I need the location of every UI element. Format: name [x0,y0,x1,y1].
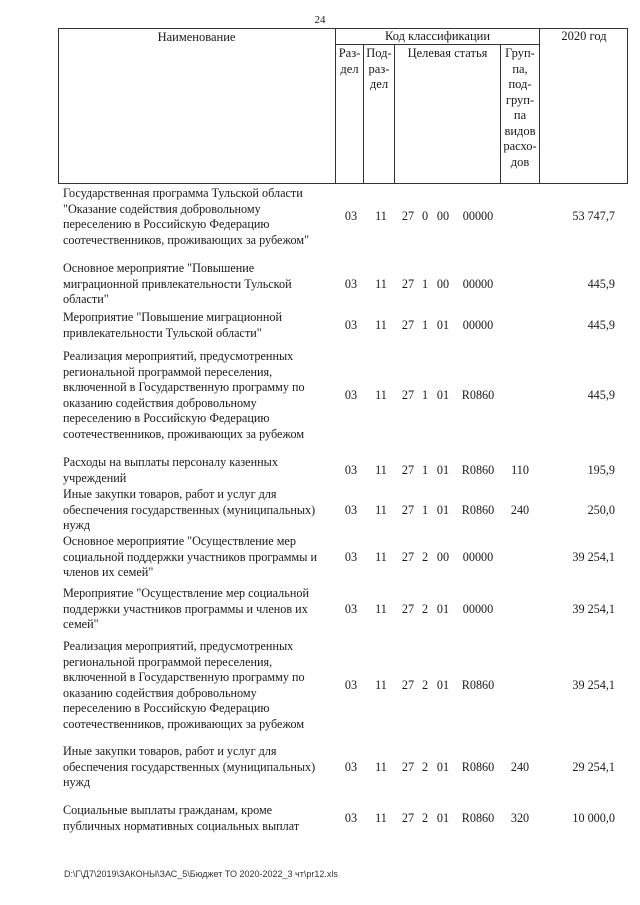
row-target-event: 01 [436,462,450,477]
row-name: Мероприятие "Осуществление мер социальной поддержки участников программы и членов их семей" [63,586,309,632]
row-name: Основное мероприятие "Повышение миграционной привлекательности Тульской области" [63,261,292,307]
table-row [0,534,640,581]
row-target-program: 27 [401,276,415,291]
header-target: Целевая статья [407,46,488,60]
row-target-event: 00 [436,209,450,224]
row-sum: 250,0 [587,502,615,517]
row-expense-type: 240 [510,502,530,517]
row-target-subprogram: 2 [421,601,429,616]
row-podrazdel: 11 [375,549,387,564]
row-podrazdel: 11 [375,209,387,224]
row-name: Социальные выплаты гражданам, кроме публичных нормативных социальных выплат [63,803,300,833]
row-target-direction: R0860 [461,462,495,477]
row-name: Реализация мероприятий, предусмотренных региональной программой переселения, включенной в Государственную программу по оказанию содействия добровольному переселению в Российскую Федерацию соотечественников, проживающих за рубежом [63,639,305,731]
table-row [0,487,640,534]
row-target-direction: R0860 [461,388,495,402]
row-target-program: 27 [401,678,415,692]
row-name: Мероприятие "Повышение миграционной привлекательности Тульской области" [63,310,282,340]
header-podrazdel: Под- раз- дел [366,46,392,91]
table-row [0,310,640,341]
header-name: Наименование [157,30,236,44]
file-path-footer: D:\Г\Д7\2019\ЗАКОНЫ\ЗАС_5\Бюджет ТО 2020-2022_3 чт\pr12.xls [64,869,338,879]
table-row [0,186,640,248]
row-podrazdel: 11 [375,317,387,332]
row-target-program: 27 [401,388,415,402]
row-expense-type: 110 [511,462,529,477]
row-target-event: 01 [436,388,450,402]
row-sum: 29 254,1 [572,759,615,774]
row-podrazdel: 11 [375,388,387,402]
row-target-program: 27 [401,549,415,564]
row-target-program: 27 [401,462,415,477]
row-target-subprogram: 1 [421,388,429,402]
header-razdel: Раз- дел [338,46,361,76]
row-name: Государственная программа Тульской области "Оказание содействия добровольному переселению в Российскую Федерацию соотечественников, проживающих за рубежом" [63,186,310,247]
row-name: Основное мероприятие "Осуществление мер социальной поддержки участников программы и членов их семей" [63,534,317,580]
row-podrazdel: 11 [375,759,387,774]
row-razdel: 03 [344,549,358,564]
row-podrazdel: 11 [375,601,387,616]
row-name: Реализация мероприятий, предусмотренных региональной программой переселения, включенной в Государственную программу по оказанию содействия добровольному переселению в Российскую Федерацию соотечественников, проживающих за рубежом [63,349,305,441]
row-target-program: 27 [401,810,415,825]
row-target-subprogram: 0 [421,209,429,224]
row-podrazdel: 11 [375,502,387,517]
row-target-program: 27 [401,502,415,517]
row-sum: 39 254,1 [572,601,615,616]
row-name: Иные закупки товаров, работ и услуг для обеспечения государственных (муниципальных) нужд [63,487,316,533]
row-target-event: 01 [436,678,450,692]
row-target-event: 01 [436,502,450,517]
row-name: Расходы на выплаты персоналу казенных учреждений [63,455,278,485]
table-header [58,28,628,184]
row-target-event: 00 [436,549,450,564]
row-target-event: 00 [436,276,450,291]
row-sum: 39 254,1 [572,549,615,564]
row-razdel: 03 [344,810,358,825]
row-expense-type: 240 [510,759,530,774]
row-sum: 445,9 [587,276,615,291]
row-target-direction: 00000 [462,317,494,332]
row-name: Иные закупки товаров, работ и услуг для обеспечения государственных (муниципальных) нужд [63,744,316,790]
row-target-subprogram: 1 [421,462,429,477]
table-row [0,455,640,486]
row-razdel: 03 [344,209,358,224]
row-razdel: 03 [344,601,358,616]
row-sum: 445,9 [587,388,615,402]
row-sum: 39 254,1 [572,678,615,692]
header-code: Код классификации [384,29,491,43]
row-target-subprogram: 1 [421,276,429,291]
row-expense-type: 320 [510,810,530,825]
row-target-program: 27 [401,759,415,774]
row-sum: 53 747,7 [572,209,615,224]
table-row [0,803,640,834]
table-row [0,744,640,791]
table-row [0,349,640,443]
row-razdel: 03 [344,317,358,332]
row-target-direction: 00000 [462,209,494,224]
header-year: 2020 год [561,29,607,43]
row-target-program: 27 [401,209,415,224]
row-podrazdel: 11 [375,810,387,825]
row-razdel: 03 [344,502,358,517]
row-target-subprogram: 2 [421,678,429,692]
row-target-direction: R0860 [461,759,495,774]
row-sum: 195,9 [587,462,615,477]
row-target-program: 27 [401,317,415,332]
row-target-subprogram: 2 [421,810,429,825]
table-row [0,261,640,308]
row-target-direction: R0860 [461,678,495,692]
row-razdel: 03 [344,462,358,477]
table-row [0,586,640,633]
row-razdel: 03 [344,759,358,774]
row-target-event: 01 [436,810,450,825]
row-target-direction: R0860 [461,502,495,517]
row-podrazdel: 11 [375,462,387,477]
row-target-subprogram: 2 [421,759,429,774]
row-podrazdel: 11 [375,678,387,692]
row-razdel: 03 [344,678,358,692]
row-target-subprogram: 2 [421,549,429,564]
page-number: 24 [314,14,326,26]
row-target-direction: 00000 [462,549,494,564]
row-target-subprogram: 1 [421,317,429,332]
row-target-program: 27 [401,601,415,616]
row-podrazdel: 11 [375,276,387,291]
row-sum: 445,9 [587,317,615,332]
row-target-event: 01 [436,601,450,616]
row-target-direction: 00000 [462,601,494,616]
row-target-direction: 00000 [462,276,494,291]
table-row [0,639,640,733]
row-target-event: 01 [436,759,450,774]
row-target-direction: R0860 [461,810,495,825]
header-vid: Груп- па, под- груп- па видов расхо- дов [503,46,537,169]
row-target-event: 01 [436,317,450,332]
row-razdel: 03 [344,388,358,402]
row-target-subprogram: 1 [421,502,429,517]
row-sum: 10 000,0 [572,810,615,825]
row-razdel: 03 [344,276,358,291]
